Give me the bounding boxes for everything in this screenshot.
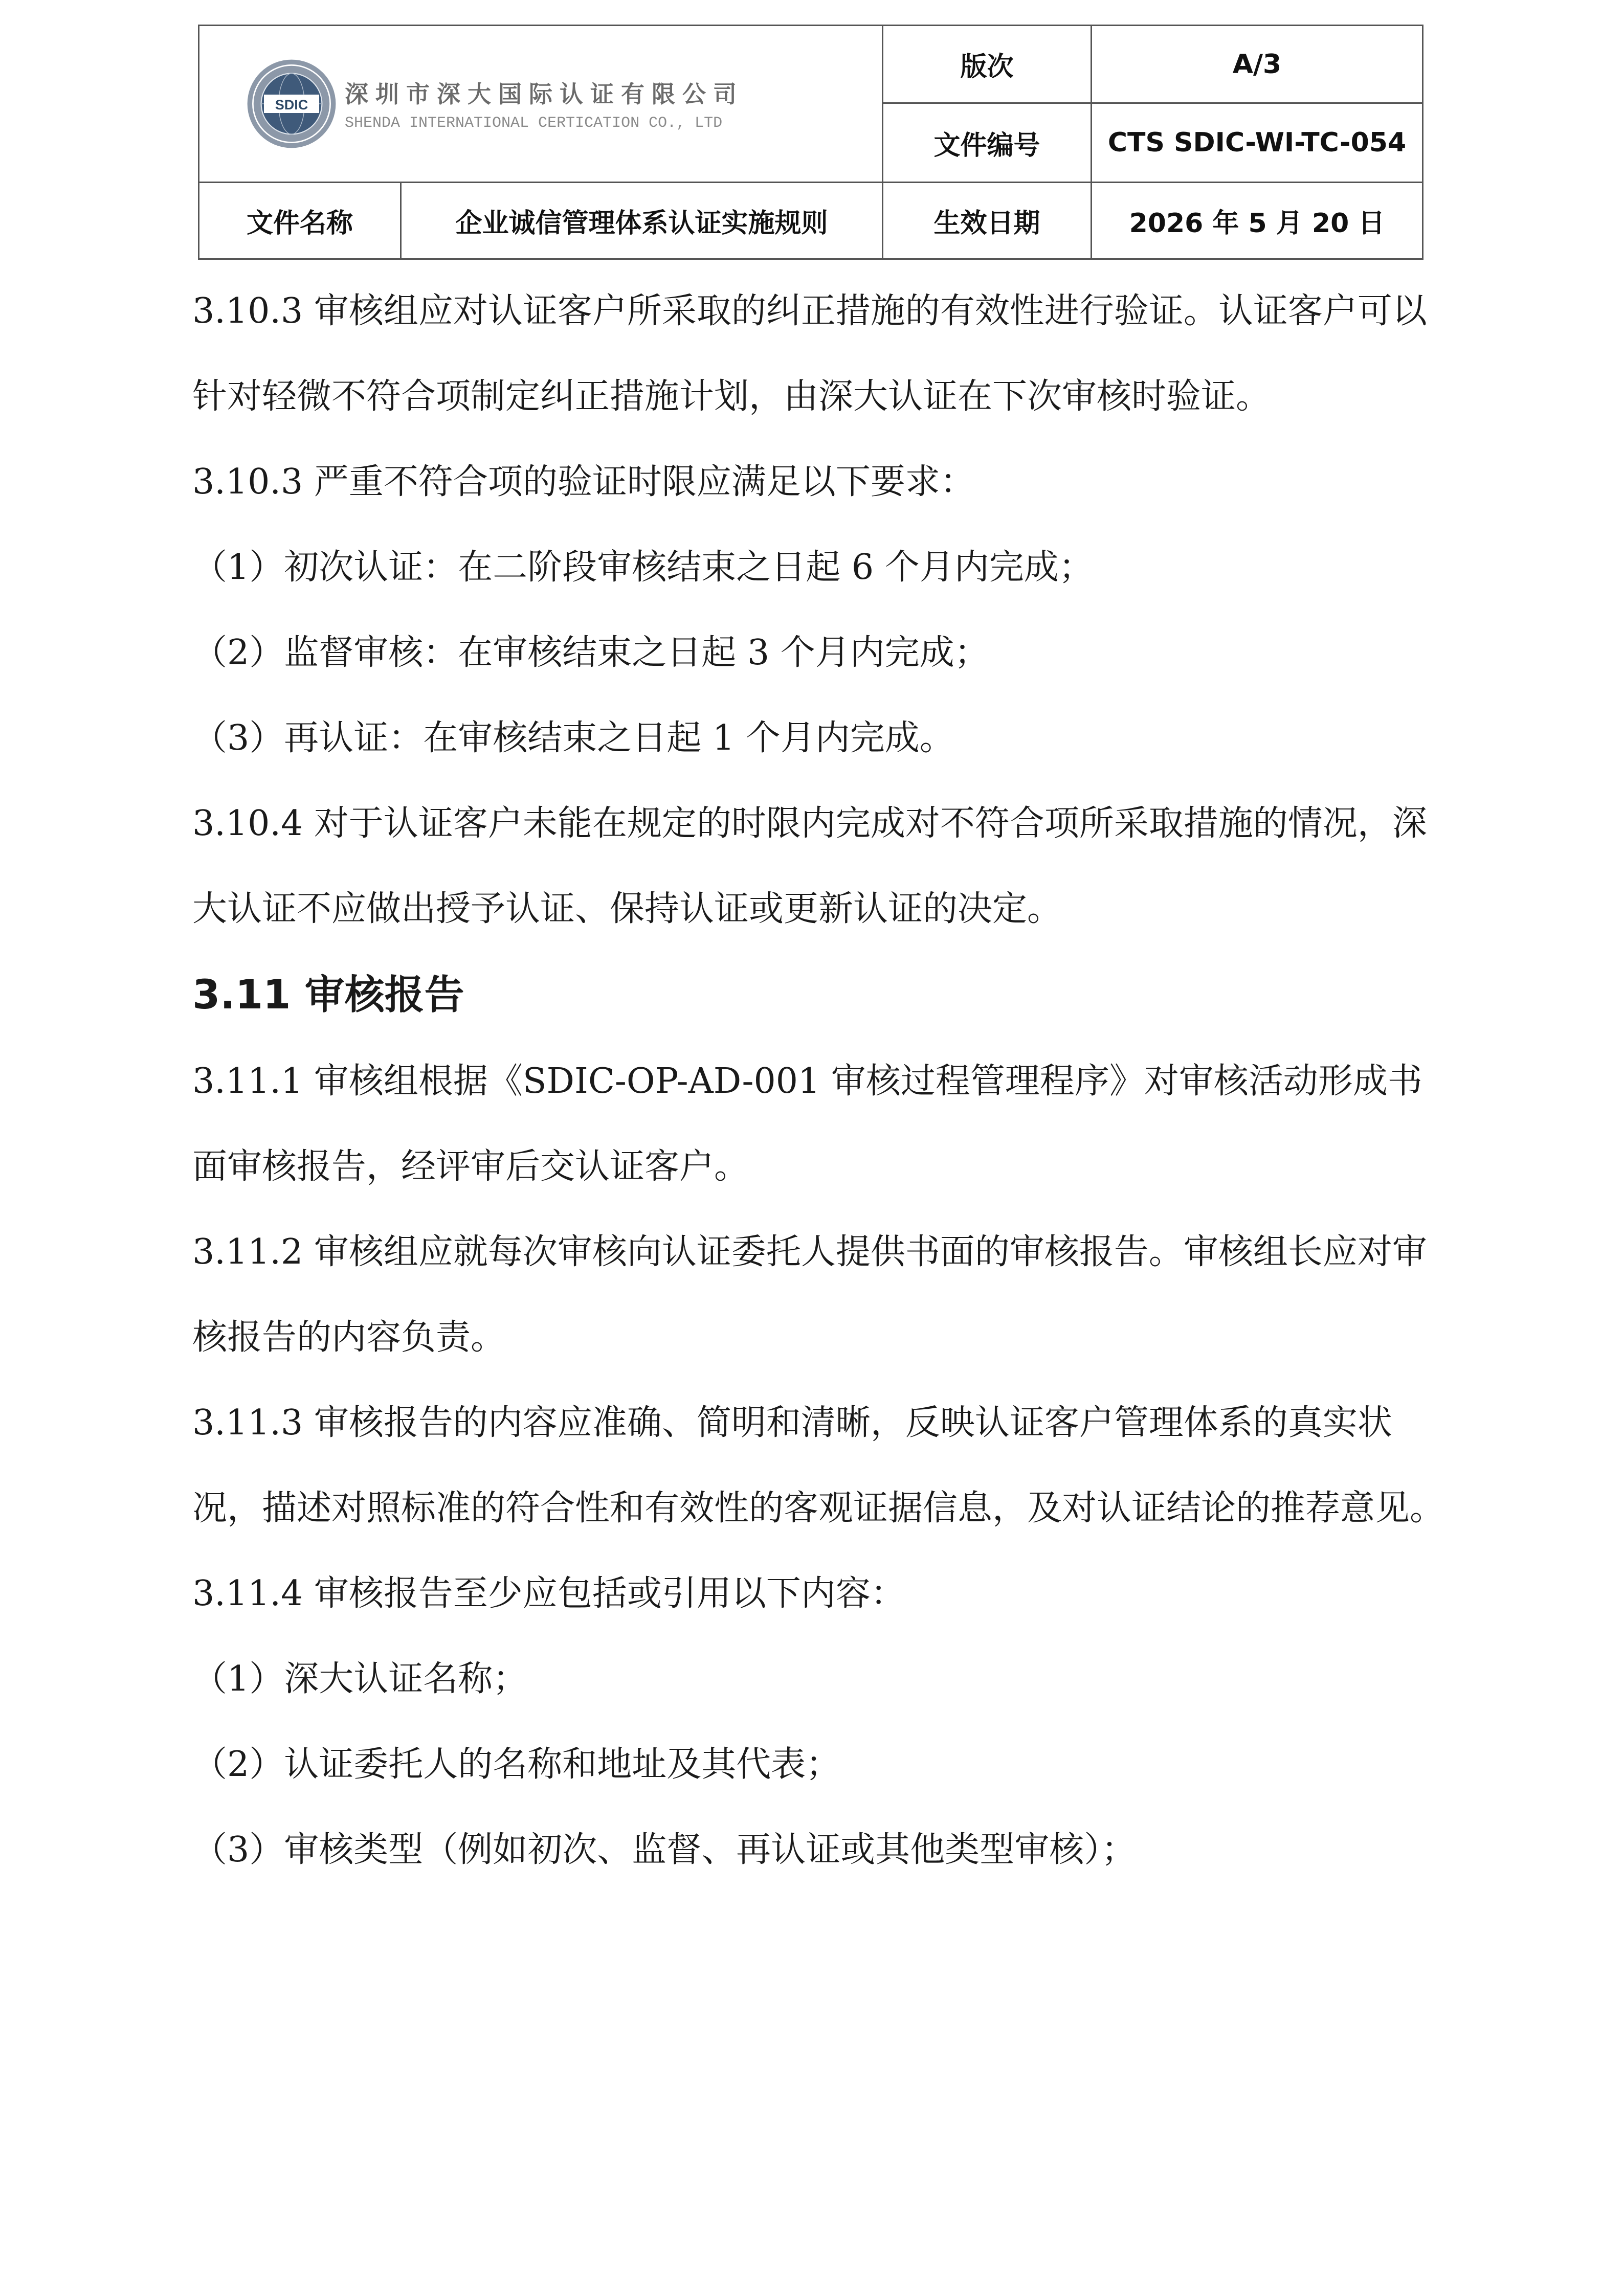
company-name-cn: 深圳市深大国际认证有限公司	[345, 80, 744, 108]
doc-number-value: CTS SDIC-WI-TC-054	[1092, 103, 1423, 183]
list-item: （3）审核类型（例如初次、监督、再认证或其他类型审核）；	[192, 1830, 1137, 1870]
company-logo-cell	[199, 26, 883, 183]
paragraph-3-11-4: 3.11.4 审核报告至少应包括或引用以下内容：	[192, 1573, 905, 1614]
paragraph-3-11-1: 3.11.1 审核组根据《SDIC-OP-AD-001 审核过程管理程序》对审核活动形成书面审核报告，经评审后交认证客户。	[192, 1061, 1422, 1187]
document-body	[192, 268, 1451, 1893]
paragraph-3-10-4: 3.10.4 对于认证客户未能在规定的时限内完成对不符合项所采取措施的情况，深大认证不应做出授予认证、保持认证或更新认证的决定。	[192, 803, 1427, 929]
document-header-table	[198, 25, 1423, 260]
svg-text:SDIC: SDIC	[275, 97, 308, 112]
effective-date-value: 2026 年 5 月 20 日	[1092, 183, 1423, 259]
effective-date-label: 生效日期	[883, 183, 1092, 259]
doc-number-label: 文件编号	[883, 103, 1092, 183]
revision-label: 版次	[883, 26, 1092, 103]
revision-value: A/3	[1092, 26, 1423, 103]
list-item: （2）监督审核：在审核结束之日起 3 个月内完成；	[192, 633, 989, 673]
paragraph-3-10-3-b: 3.10.3 严重不符合项的验证时限应满足以下要求：	[192, 462, 975, 502]
list-item: （2）认证委托人的名称和地址及其代表；	[192, 1744, 841, 1785]
company-name-en: SHENDA INTERNATIONAL CERTICATION CO., LTD	[345, 115, 723, 132]
doc-name-label: 文件名称	[199, 183, 401, 259]
paragraph-3-10-3-a: 3.10.3 审核组应对认证客户所采取的纠正措施的有效性进行验证。认证客户可以针对轻微不符合项制定纠正措施计划，由深大认证在下次审核时验证。	[192, 291, 1427, 417]
paragraph-3-11-2: 3.11.2 审核组应就每次审核向认证委托人提供书面的审核报告。审核组长应对审核报告的内容负责。	[192, 1232, 1427, 1358]
list-item: （1）深大认证名称；	[192, 1659, 528, 1699]
company-seal-icon	[246, 58, 338, 150]
list-item: （1）初次认证：在二阶段审核结束之日起 6 个月内完成；	[192, 547, 1094, 588]
list-item: （3）再认证：在审核结束之日起 1 个月内完成。	[192, 718, 954, 758]
doc-name-value: 企业诚信管理体系认证实施规则	[401, 183, 883, 259]
paragraph-3-11-3: 3.11.3 审核报告的内容应准确、简明和清晰，反映认证客户管理体系的真实状况，描述对照标准的符合性和有效性的客观证据信息，及对认证结论的推荐意见。	[192, 1403, 1445, 1528]
section-heading-3-11: 3.11 审核报告	[192, 972, 464, 1018]
